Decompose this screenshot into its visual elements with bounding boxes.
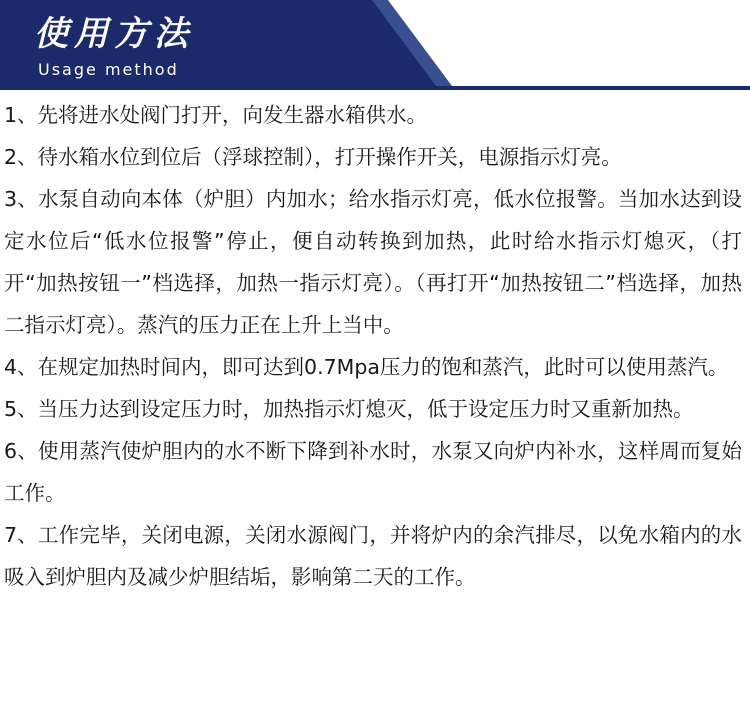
header-underline bbox=[0, 86, 750, 90]
step-2: 2、待水箱水位到位后（浮球控制），打开操作开关，电源指示灯亮。 bbox=[4, 145, 622, 169]
section-title: 使用方法 bbox=[34, 14, 194, 54]
step-6: 6、使用蒸汽使炉胆内的水不断下降到补水时，水泵又向炉内补水，这样周而复始工作。 bbox=[4, 439, 742, 505]
step-3: 3、水泵自动向本体（炉胆）内加水；给水指示灯亮，低水位报警。当加水达到设定水位后“低水位报警”停止，便自动转换到加热，此时给水指示灯熄灭，（打开“加热按钮一”档选择，加热一指示灯亮）。（再打开“加热按钮二”档选择，加热二指示灯亮）。蒸汽的压力正在上升上当中。 bbox=[4, 187, 742, 337]
step-7: 7、工作完毕，关闭电源，关闭水源阀门，并将炉内的余汽排尽，以免水箱内的水吸入到炉胆内及减少炉胆结垢，影响第二天的工作。 bbox=[4, 523, 742, 589]
step-5: 5、当压力达到设定压力时，加热指示灯熄灭，低于设定压力时又重新加热。 bbox=[4, 397, 694, 421]
section-header bbox=[0, 0, 750, 92]
step-4: 4、在规定加热时间内，即可达到0.7Mpa压力的饱和蒸汽，此时可以使用蒸汽。 bbox=[4, 355, 729, 379]
step-1: 1、先将进水处阀门打开，向发生器水箱供水。 bbox=[4, 103, 428, 127]
section-subtitle: Usage method bbox=[38, 60, 179, 79]
usage-steps bbox=[0, 94, 742, 598]
